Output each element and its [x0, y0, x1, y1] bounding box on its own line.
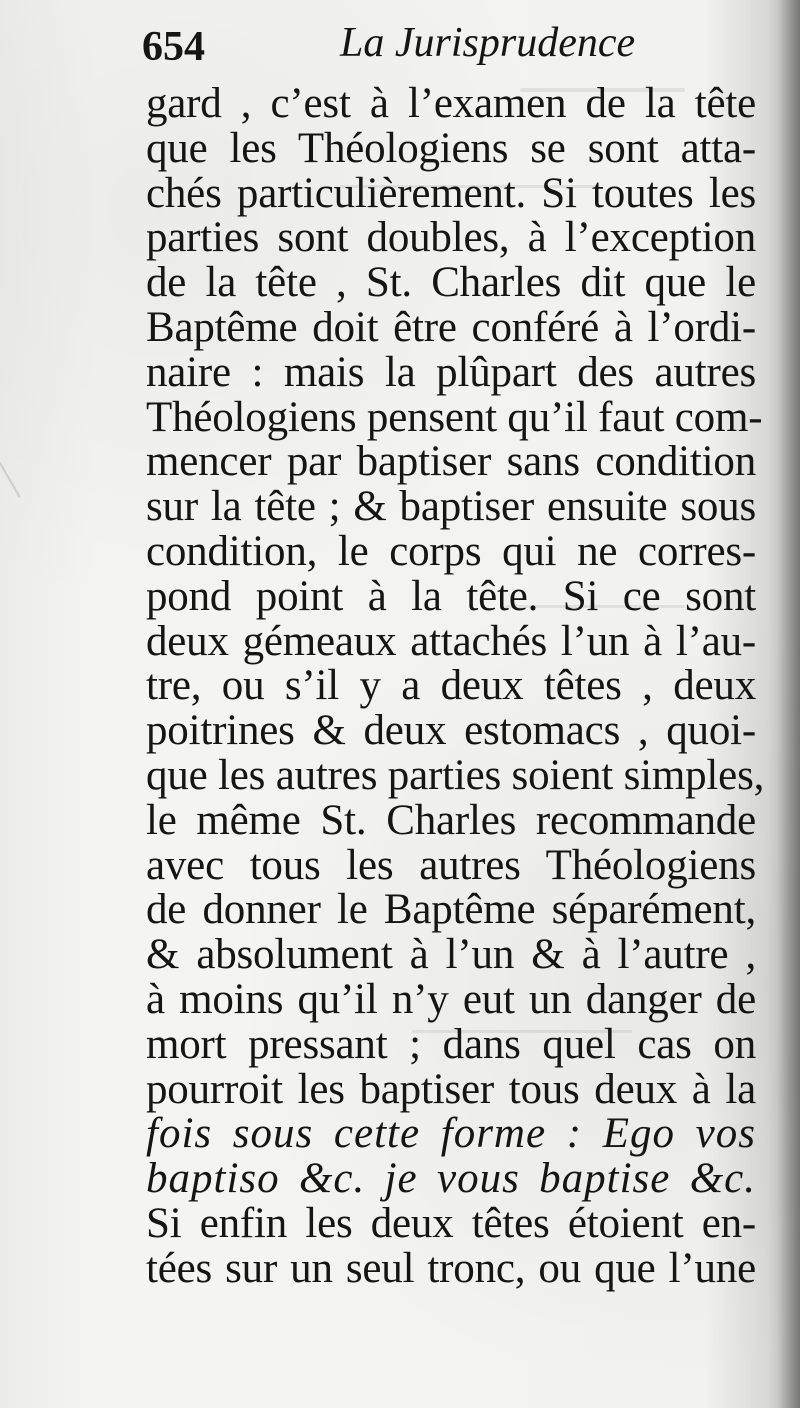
- page-header: [142, 22, 642, 86]
- text-line: parties sont doubles, à l’exception: [146, 214, 756, 262]
- text-line: mencer par baptiser sans condition: [146, 438, 756, 486]
- text-line: le même St. Charles recommande: [146, 796, 756, 844]
- text-line: sur la tête ; & baptiser ensuite sous: [146, 483, 756, 531]
- text-line: que les Théologiens se sont atta-: [146, 124, 756, 172]
- page-body: [146, 80, 765, 1292]
- text-line: baptiso &c. je vous baptise &c.: [146, 1155, 756, 1203]
- text-line: pond point à la tête. Si ce sont: [146, 572, 756, 620]
- text-line: deux gémeaux attachés l’un à l’au-: [146, 617, 756, 665]
- text-line: gard , c’est à l’examen de la tête: [146, 80, 756, 127]
- text-line: chés particulièrement. Si toutes les: [146, 169, 756, 217]
- text-line: Baptême doit être conféré à l’ordi-: [146, 303, 756, 351]
- text-line: pourroit les baptiser tous deux à la: [146, 1065, 756, 1113]
- page-edge-shadow: [778, 0, 800, 1408]
- text-line: tées sur un seul tronc, ou que l’une: [146, 1244, 756, 1292]
- text-line: de la tête , St. Charles dit que le: [146, 259, 756, 307]
- text-line: mort pressant ; dans quel cas on: [146, 1020, 756, 1068]
- page-mark: [0, 426, 83, 498]
- text-line: tre, ou s’il y a deux têtes , deux: [146, 662, 756, 710]
- text-line: avec tous les autres Théologiens: [146, 841, 756, 889]
- text-line: Si enfin les deux têtes étoient en-: [146, 1199, 756, 1247]
- text-line: Théologiens pensent qu’il faut com-: [146, 393, 763, 441]
- running-title: La Jurisprudence: [340, 20, 636, 66]
- text-line: de donner le Baptême séparément,: [146, 886, 756, 934]
- text-line: & absolument à l’un & à l’autre ,: [146, 931, 756, 979]
- text-line: poitrines & deux estomacs , quoi-: [146, 707, 756, 755]
- text-line: condition, le corps qui ne corres-: [146, 527, 756, 575]
- text-line: à moins qu’il n’y eut un danger de: [146, 975, 756, 1023]
- text-line: que les autres parties soient simples,: [146, 751, 765, 799]
- text-line: fois sous cette forme : Ego vos: [146, 1110, 756, 1158]
- page-number: 654: [142, 24, 205, 70]
- text-line: naire : mais la plûpart des autres: [146, 348, 756, 396]
